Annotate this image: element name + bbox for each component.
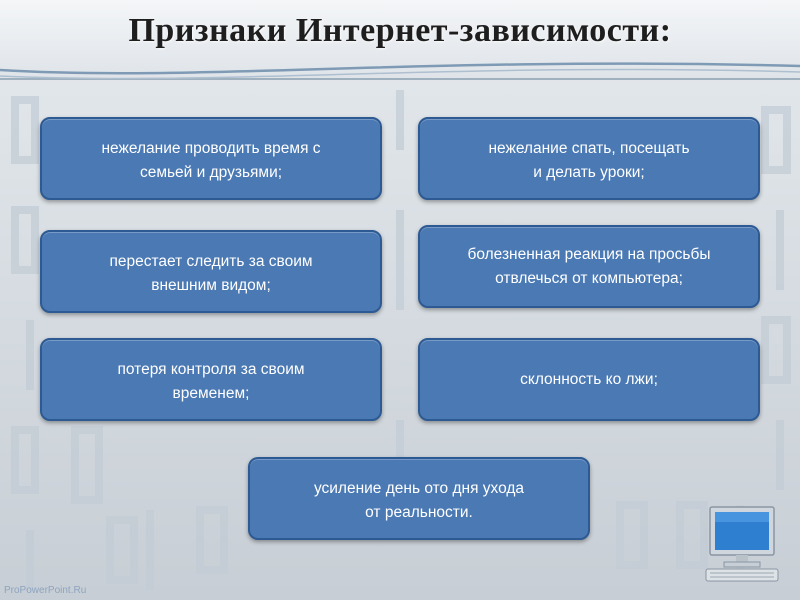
sign-card-4 [418,225,760,308]
slide-title: Признаки Интернет-зависимости: [128,12,672,49]
sign-card-7 [248,457,590,540]
sign-card-3 [40,230,382,313]
sign-card-6-text: склонность ко лжи; [520,370,658,388]
sign-card-3-text: перестает следить за своим внешним видом; [109,253,313,294]
watermark-footer: ProPowerPoint.Ru [4,585,87,596]
computer-icon [702,505,782,585]
sign-card-7-text: усиление день ото дня ухода от реальности. [313,480,525,521]
sign-card-2 [418,117,760,200]
sign-card-5-text: потеря контроля за своим временем; [117,361,305,402]
sign-card-4-text: болезненная реакция на просьбы отвлечься от компьютера; [467,246,711,287]
sign-card-5 [40,338,382,421]
sign-card-6 [418,338,760,421]
sign-card-2-text: нежелание спать, посещать и делать уроки; [488,140,690,181]
sign-card-1 [40,117,382,200]
header-wave-decoration [0,52,800,92]
sign-card-1-text: нежелание проводить время с семьей и друзьями; [101,140,321,181]
